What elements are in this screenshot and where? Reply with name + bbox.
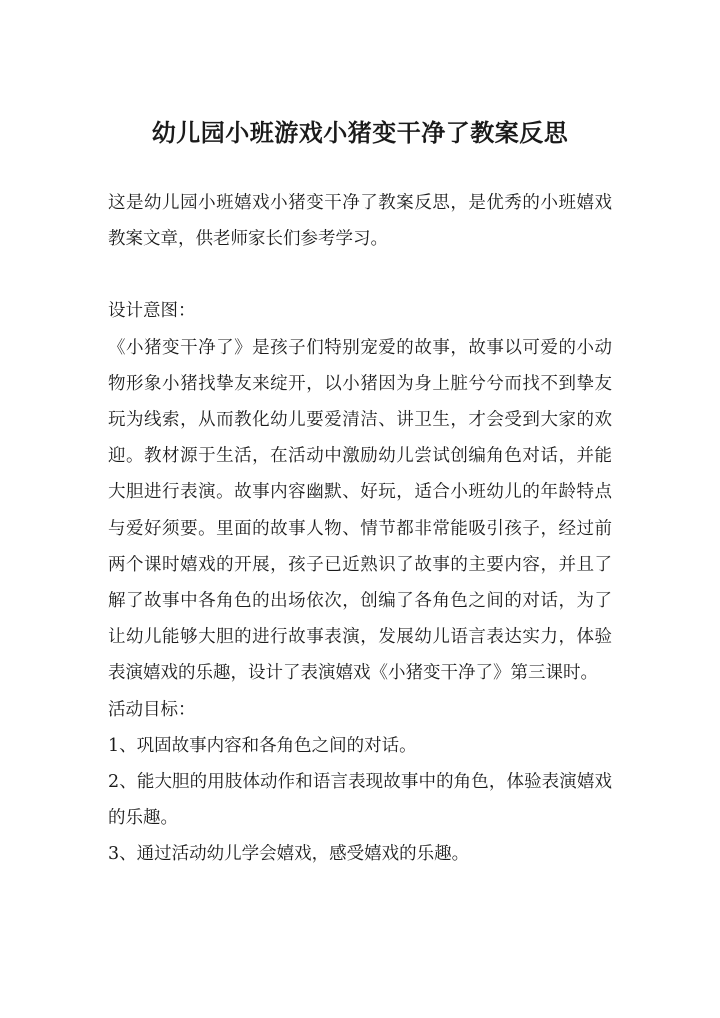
design-paragraph: 《小猪变干净了》是孩子们特别宠爱的故事，故事以可爱的小动物形象小猪找挚友来绽开，以小猪因为身上脏兮兮而找不到挚友玩为线索，从而教化幼儿要爱清洁、讲卫生，才会受到大家的欢迎。教材源于生活，在活动中激励幼儿尝试创编角色对话，并能大胆进行表演。故事内容幽默、好玩，适合小班幼儿的年龄特点与爱好须要。里面的故事人物、情节都非常能吸引孩子，经过前两个课时嬉戏的开展，孩子已近熟识了故事的主要内容，并且了解了故事中各角色的出场依次，创编了各角色之间的对话，为了让幼儿能够大胆的进行故事表演，发展幼儿语言表达实力，体验表演嬉戏的乐趣，设计了表演嬉戏《小猪变干净了》第三课时。 bbox=[108, 337, 612, 684]
goal-item-3: 3、通过活动幼儿学会嬉戏，感受嬉戏的乐趣。 bbox=[108, 844, 470, 865]
goal-item-1: 1、巩固故事内容和各角色之间的对话。 bbox=[108, 735, 417, 756]
document-title: 幼儿园小班游戏小猪变干净了教案反思 bbox=[151, 118, 569, 147]
goal-item-2: 2、能大胆的用肢体动作和语言表现故事中的角色，体验表演嬉戏的乐趣。 bbox=[108, 772, 612, 829]
goals-heading: 活动目标： bbox=[108, 699, 196, 720]
paragraph-spacer bbox=[108, 257, 612, 293]
design-heading: 设计意图： bbox=[108, 301, 196, 322]
intro-paragraph: 这是幼儿园小班嬉戏小猪变干净了教案反思，是优秀的小班嬉戏教案文章，供老师家长们参考学习。 bbox=[108, 193, 612, 250]
